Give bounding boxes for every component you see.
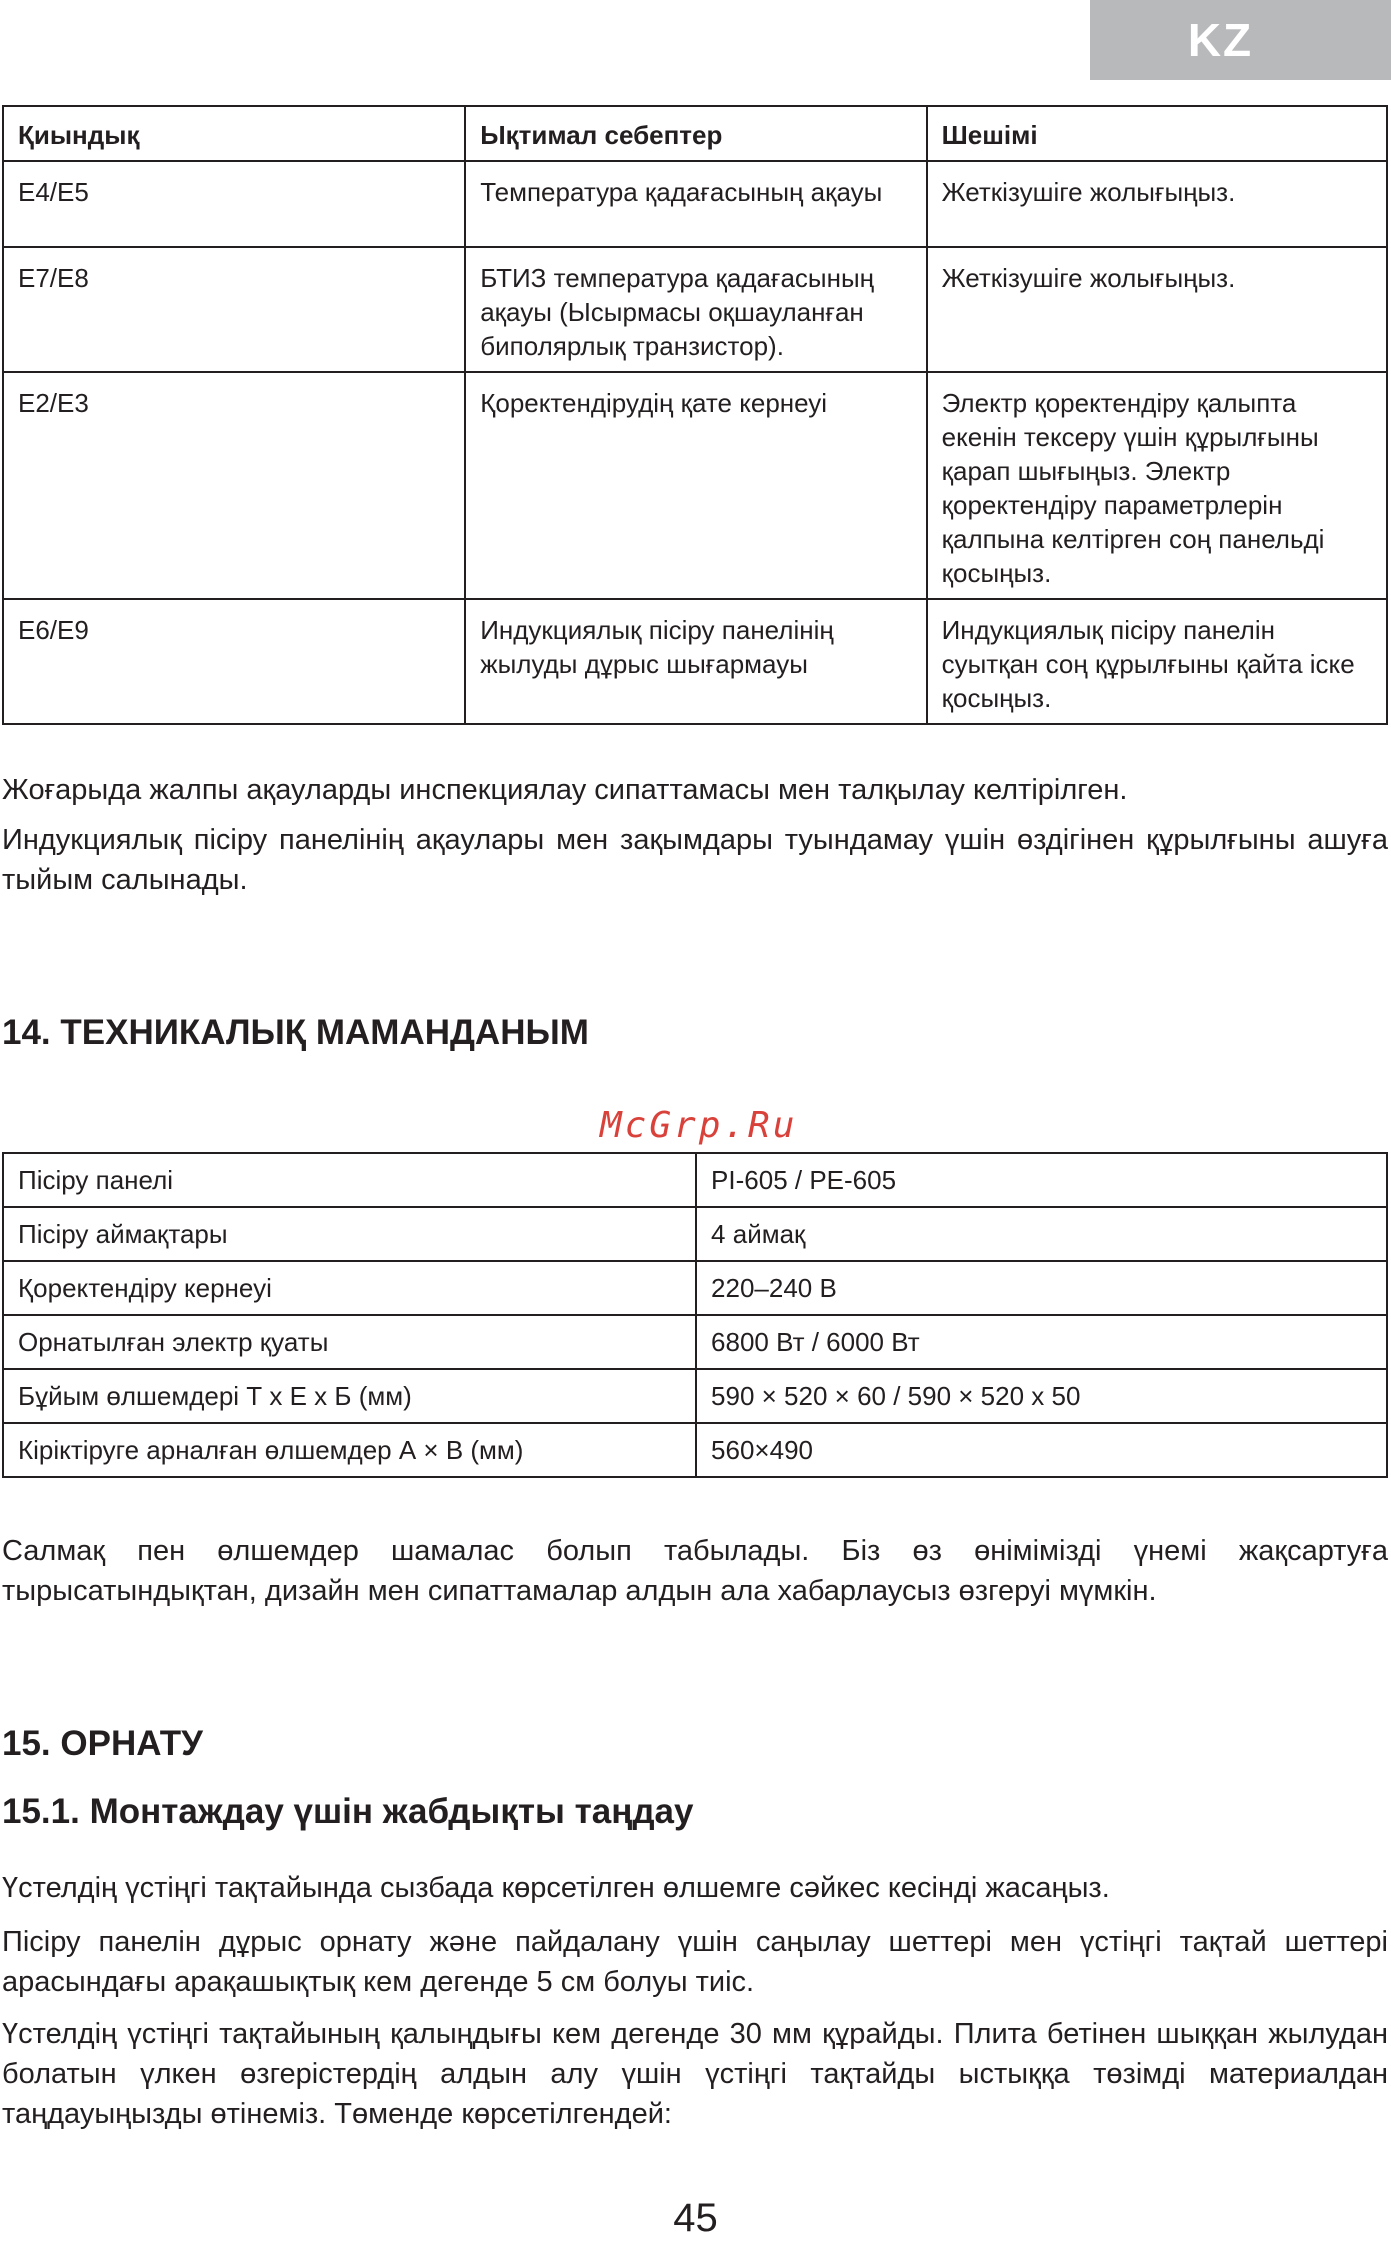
inspection-note: Жоғарыда жалпы ақауларды инспекциялау сипаттамасы мен талқылау келтірілген. xyxy=(2,774,1128,806)
table-row xyxy=(3,1423,1387,1477)
table-row xyxy=(3,1315,1387,1369)
install-paragraph-1: Үстелдің үстіңгі тақтайында сызбада көрсетілген өлшемге сәйкес кесінді жасаңыз. xyxy=(2,1872,1110,1904)
problem-cell: E7/E8 xyxy=(3,247,465,372)
problem-cell: E2/E3 xyxy=(3,372,465,599)
spec-label: Кірiктіруге арналған өлшемдер А × В (мм) xyxy=(3,1423,696,1477)
spec-value: 6800 Вт / 6000 Вт xyxy=(696,1315,1387,1369)
table-row xyxy=(3,1261,1387,1315)
solution-cell: Электр қоректендіру қалыпта екенін тексеру үшін құрылғыны қарап шығыңыз. Электр қоректендіру параметрлерін қалпына келтірген соң панельді қосыңыз. xyxy=(927,372,1387,599)
section-15-title: 15. ОРНАТУ xyxy=(2,1724,203,1763)
cause-cell: Қоректендірудің қате кернеуі xyxy=(465,372,926,599)
spec-value: 560×490 xyxy=(696,1423,1387,1477)
spec-label: Бұйым өлшемдері Т х Е х Б (мм) xyxy=(3,1369,696,1423)
spec-disclaimer: Салмақ пен өлшемдер шамалас болып табылады. Біз өз өнімімізді үнемі жақсартуға тырысатындықтан, дизайн мен сипаттамалар алдын ала хабарлаусыз өзгеруі мүмкін. xyxy=(2,1535,1388,1607)
section-14-title: 14. ТЕХНИКАЛЫҚ МАМАНДАНЫМ xyxy=(2,1013,589,1052)
spec-label: Орнатылған электр қуаты xyxy=(3,1315,696,1369)
solution-cell: Индукциялық пісіру панелін суытқан соң құрылғыны қайта іске қосыңыз. xyxy=(927,599,1387,724)
spec-label: Қоректендіру кернеуі xyxy=(3,1261,696,1315)
spec-value: 220–240 В xyxy=(696,1261,1387,1315)
column-header-problem: Қиындық xyxy=(3,106,465,161)
table-row xyxy=(3,599,1387,724)
spec-value: 4 аймақ xyxy=(696,1207,1387,1261)
spec-value: 590 × 520 × 60 / 590 × 520 х 50 xyxy=(696,1369,1387,1423)
solution-cell: Жеткізушіге жолығыңыз. xyxy=(927,247,1387,372)
troubleshooting-table xyxy=(2,105,1388,725)
problem-cell: E6/E9 xyxy=(3,599,465,724)
install-paragraph-3: Үстелдің үстіңгі тақтайының қалыңдығы кем дегенде 30 мм құрайды. Плита бетінен шыққан жылудан болатын үлкен өзгерістердің алдын алу үшін үстіңгі тақтайды ыстыққа төзімді материалдан таңдауыңызды өтінеміз. Төменде көрсетілгендей: xyxy=(2,2018,1388,2130)
column-header-cause: Ықтимал себептер xyxy=(465,106,926,161)
section-15-1-subtitle: 15.1. Монтаждау үшін жабдықты таңдау xyxy=(2,1792,694,1831)
table-row xyxy=(3,1153,1387,1207)
table-row xyxy=(3,247,1387,372)
problem-cell: E4/E5 xyxy=(3,161,465,247)
table-row xyxy=(3,372,1387,599)
cause-cell: Температура қадағасының ақауы xyxy=(465,161,926,247)
language-badge: KZ xyxy=(1090,0,1391,80)
table-row xyxy=(3,1369,1387,1423)
watermark: McGrp.Ru xyxy=(600,1105,798,1146)
install-paragraph-2: Пісіру панелін дұрыс орнату және пайдалану үшін саңылау шеттері мен үстіңгі тақтай шеттері арасындағы арақашықтық кем дегенде 5 см болуы тиіс. xyxy=(2,1926,1388,1998)
table-header-row xyxy=(3,106,1387,161)
table-row xyxy=(3,161,1387,247)
column-header-solution: Шешімі xyxy=(927,106,1387,161)
specs-table xyxy=(2,1152,1388,1478)
spec-label: Пісіру панелі xyxy=(3,1153,696,1207)
table-row xyxy=(3,1207,1387,1261)
solution-cell: Жеткізушіге жолығыңыз. xyxy=(927,161,1387,247)
cause-cell: БТИЗ температура қадағасының ақауы (Ысырмасы оқшауланған биполярлық транзистор). xyxy=(465,247,926,372)
page-number: 45 xyxy=(673,2196,718,2240)
warning-note: Индукциялық пісіру панелінің ақаулары мен зақымдары туындамау үшін өздігінен құрылғыны ашуға тыйым салынады. xyxy=(2,824,1388,896)
cause-cell: Индукциялық пісіру панелінің жылуды дұрыс шығармауы xyxy=(465,599,926,724)
spec-label: Пісіру аймақтары xyxy=(3,1207,696,1261)
spec-value: PI-605 / PE-605 xyxy=(696,1153,1387,1207)
